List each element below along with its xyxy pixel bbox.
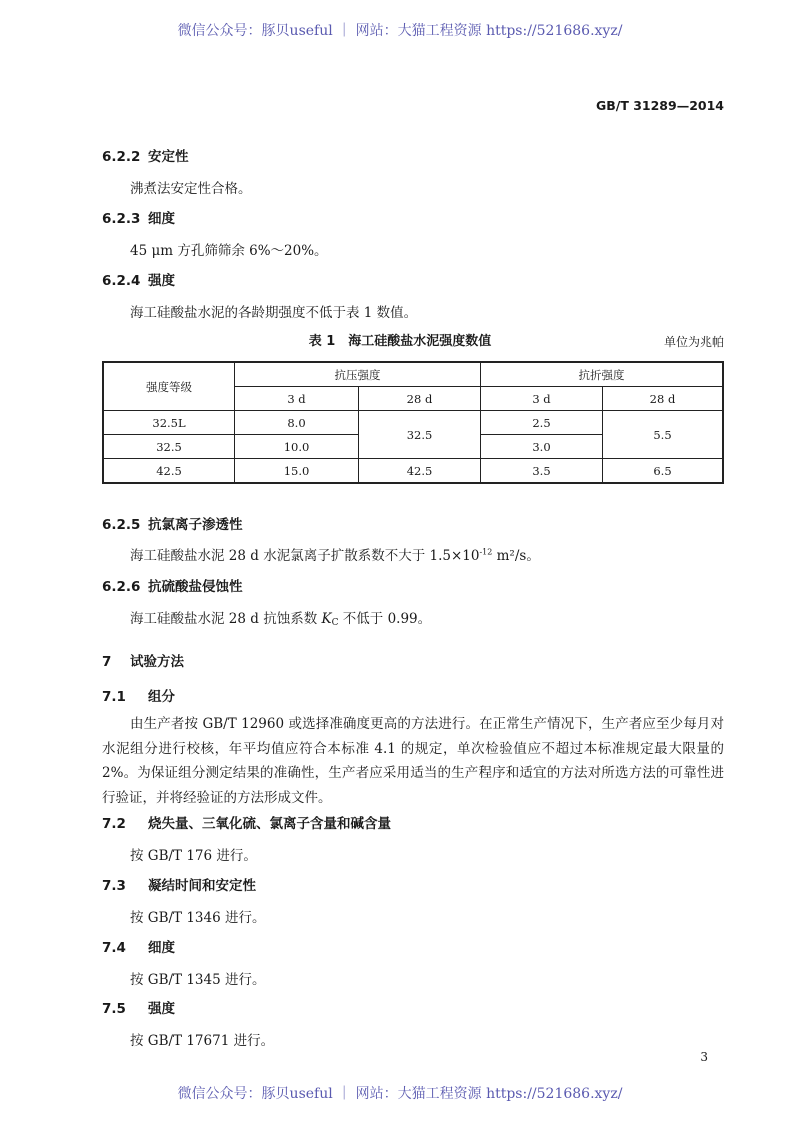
table-row xyxy=(103,411,723,435)
heading-number: 7.4 xyxy=(102,940,126,956)
paragraph-7-2: 按 GB/T 176 进行。 xyxy=(130,848,257,864)
header-compressive: 抗压强度 xyxy=(235,362,481,387)
exponent: -12 xyxy=(479,547,493,557)
heading-title: 烧失量、三氧化硫、氯离子含量和碱含量 xyxy=(148,816,391,832)
paragraph-text: 海工硅酸盐水泥 28 d 抗蚀系数 xyxy=(130,611,322,627)
heading-6-2-2 xyxy=(102,145,189,165)
heading-number: 7.2 xyxy=(102,816,126,832)
heading-title: 安定性 xyxy=(148,149,189,165)
paragraph-7-3: 按 GB/T 1346 进行。 xyxy=(130,910,266,926)
cell-flex-3d: 3.0 xyxy=(481,435,603,459)
heading-7-1 xyxy=(102,685,175,705)
cell-flex-3d: 2.5 xyxy=(481,411,603,435)
heading-number: 7 xyxy=(102,654,112,670)
subheader-flex-28d: 28 d xyxy=(603,387,724,411)
heading-title: 组分 xyxy=(148,689,175,705)
heading-number: 7.3 xyxy=(102,878,126,894)
heading-6-2-3 xyxy=(102,207,175,227)
paragraph-text: 不低于 0.99。 xyxy=(338,611,432,627)
paragraph-7-5: 按 GB/T 17671 进行。 xyxy=(130,1033,275,1049)
paragraph-6-2-6 xyxy=(130,607,431,628)
paragraph-text: m²/s。 xyxy=(492,548,540,564)
subheader-comp-28d: 28 d xyxy=(359,387,481,411)
symbol-k: K xyxy=(321,611,332,627)
heading-title: 凝结时间和安定性 xyxy=(148,878,256,894)
cell-comp-28d: 42.5 xyxy=(359,459,481,484)
heading-title: 细度 xyxy=(148,211,175,227)
cell-comp-3d: 10.0 xyxy=(235,435,359,459)
strength-table xyxy=(102,361,724,484)
heading-title: 试验方法 xyxy=(130,654,184,670)
table-unit: 单位为兆帕 xyxy=(663,335,724,349)
heading-number: 6.2.2 xyxy=(102,149,141,165)
heading-title: 强度 xyxy=(148,1001,175,1017)
cell-flex-28d-merged: 5.5 xyxy=(603,411,724,459)
heading-number: 6.2.5 xyxy=(102,517,141,533)
cell-flex-28d: 6.5 xyxy=(603,459,724,484)
heading-7-2 xyxy=(102,812,391,832)
heading-7-3 xyxy=(102,874,256,894)
heading-title: 抗硫酸盐侵蚀性 xyxy=(148,579,243,595)
heading-6-2-6 xyxy=(102,575,243,595)
watermark-bottom: 微信公众号：豚贝useful ｜ 网站：大猫工程资源 https://521686.xyz/ xyxy=(177,1086,623,1102)
heading-number: 7.5 xyxy=(102,1001,126,1017)
cell-grade: 32.5 xyxy=(103,435,235,459)
heading-number: 6.2.6 xyxy=(102,579,141,595)
page-number: 3 xyxy=(700,1050,708,1064)
document-number: GB/T 31289—2014 xyxy=(595,98,724,113)
cell-comp-3d: 8.0 xyxy=(235,411,359,435)
heading-title: 抗氯离子渗透性 xyxy=(148,517,243,533)
symbol-subscript: C xyxy=(331,618,339,628)
paragraph-text: 海工硅酸盐水泥 28 d 水泥氯离子扩散系数不大于 1.5×10 xyxy=(130,548,480,564)
paragraph-6-2-5 xyxy=(130,544,540,564)
watermark-top: 微信公众号：豚贝useful ｜ 网站：大猫工程资源 https://521686.xyz/ xyxy=(177,23,623,39)
cell-grade: 32.5L xyxy=(103,411,235,435)
heading-title: 细度 xyxy=(148,940,175,956)
header-flexural: 抗折强度 xyxy=(481,362,724,387)
heading-6-2-4 xyxy=(102,269,175,289)
paragraph-6-2-3: 45 μm 方孔筛筛余 6%～20%。 xyxy=(130,243,328,259)
cell-comp-28d-merged: 32.5 xyxy=(359,411,481,459)
table-row xyxy=(103,459,723,484)
subheader-comp-3d: 3 d xyxy=(235,387,359,411)
heading-7-4 xyxy=(102,936,175,956)
heading-number: 6.2.3 xyxy=(102,211,141,227)
subheader-flex-3d: 3 d xyxy=(481,387,603,411)
cell-comp-3d: 15.0 xyxy=(235,459,359,484)
paragraph-7-4: 按 GB/T 1345 进行。 xyxy=(130,972,266,988)
heading-7-5 xyxy=(102,997,175,1017)
paragraph-6-2-4: 海工硅酸盐水泥的各龄期强度不低于表 1 数值。 xyxy=(130,305,418,321)
paragraph-6-2-2: 沸煮法安定性合格。 xyxy=(130,181,252,197)
paragraph-7-1: 由生产者按 GB/T 12960 或选择准确度更高的方法进行。在正常生产情况下，生产者应至少每月对水泥组分进行校核，年平均值应符合本标准 4.1 的规定，单次检验值应不超过本标准规定最大限量的 2%。为保证组分测定结果的准确性，生产者应采用适当的生产程序和适宜的方法对所选方法的可靠性进行验证，并将经验证的方法形成文件。 xyxy=(102,716,724,806)
cell-flex-3d: 3.5 xyxy=(481,459,603,484)
heading-title: 强度 xyxy=(148,273,175,289)
table-caption: 表 1 海工硅酸盐水泥强度数值 xyxy=(308,334,492,349)
heading-6-2-5 xyxy=(102,513,243,533)
heading-7 xyxy=(102,650,184,670)
header-grade: 强度等级 xyxy=(103,362,235,411)
heading-number: 7.1 xyxy=(102,689,126,705)
heading-number: 6.2.4 xyxy=(102,273,141,289)
cell-grade: 42.5 xyxy=(103,459,235,484)
